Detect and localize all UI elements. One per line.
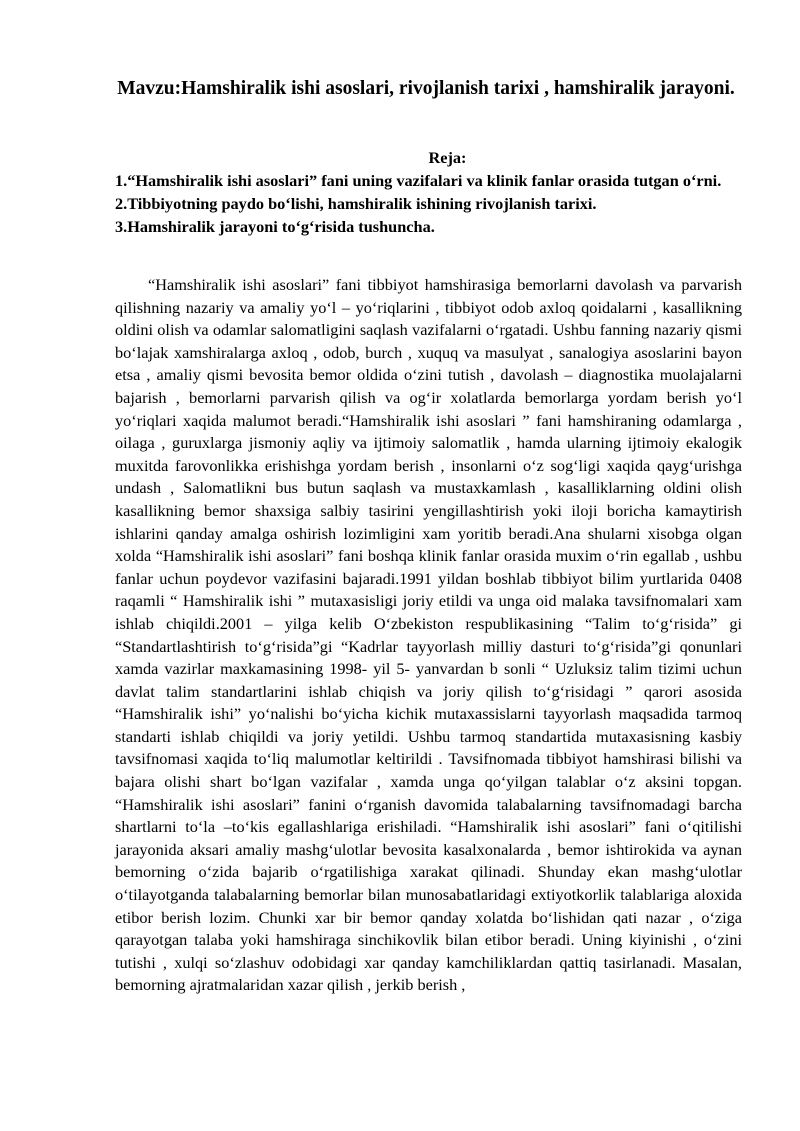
plan-item: 1.“Hamshiralik ishi asoslari” fani uning vazifalari va klinik fanlar orasida tutgan o‘rni.: [115, 171, 722, 190]
plan-heading: Reja:: [428, 148, 467, 167]
plan-item: 2.Tibbiyotning paydo bo‘lishi, hamshiralik ishining rivojlanish tarixi.: [115, 194, 597, 213]
document-title: Mavzu:Hamshiralik ishi asoslari, rivojlanish tarixi , hamshiralik jarayoni.: [117, 78, 735, 99]
plan-item: 3.Hamshiralik jarayoni to‘g‘risida tushuncha.: [115, 217, 435, 236]
body-paragraph: “Hamshiralik ishi asoslari” fani tibbiyot hamshirasiga bemorlarni davolash va parvarish qilishning nazariy va amaliy yo‘l – yo‘riqlarini , tibbiyot odob axloq qoidalarni , kasallikning oldini olish va odamlar salomatligini saqlash vazifalarni o‘rgatadi. Ushbu fanning nazariy qismi bo‘lajak xamshiralarga axloq , odob, burch , xuquq va masulyat , sanalogiya asoslarini bayon etsa , amaliy qismi bevosita bemor oldida o‘zini tutish , davolash – diagnostika muolajalarni bajarish , bemorlarni parvarish qilish va og‘ir xolatlarda bemorlarga yordam berish yo‘l yo‘riqlari xaqida malumot beradi.“Hamshiralik ishi asoslari ” fani hamshiraning odamlarga , oilaga , guruxlarga jismoniy aqliy va ijtimoiy salomatlik , hamda ularning ijtimoiy ekalogik muxitda farovonlikka erishishga yordam berish , insonlarni o‘z sog‘ligi xaqida qayg‘urishga undash , Salomatlikni bus butun saqlash va mustaxkamlash , kasalliklarning oldini olish kasallikning bemor shaxsiga salbiy tasirini yengillashtirish yoki iloji boricha kamaytirish ishlarini qanday amalga oshirish lozimligini xam yoritib beradi.Ana shularni xisobga olgan xolda “Hamshiralik ishi asoslari” fani boshqa klinik fanlar orasida muxim o‘rin egallab , ushbu fanlar uchun poydevor vazifasini bajaradi.1991 yildan boshlab tibbiyot bilim yurtlarida 0408 raqamli “ Hamshiralik ishi ” mutaxasisligi joriy etildi va unga oid malaka tavsifnomalari xam ishlab chiqildi.2001 – yilga kelib O‘zbekiston respublikasining “Talim to‘g‘risida” gi “Standartlashtirish to‘g‘risida”gi “Kadrlar tayyorlash milliy dasturi to‘g‘risida”gi qonunlari xamda vazirlar maxkamasining 1998- yil 5- yanvardan b sonli “ Uzluksiz talim tizimi uchun davlat talim standartlarini ishlab chiqish va joriy qilish to‘g‘risidagi ” qarori asosida “Hamshiralik ishi” yo‘nalishi bo‘yicha kichik mutaxassislarni tayyorlash maqsadida tarmoq standarti ishlab chiqildi va joriy yetildi. Ushbu tarmoq standartida mutaxasisning kasbiy tavsifnomasi xaqida to‘liq malumotlar keltirildi . Tavsifnomada tibbiyot hamshirasi bilishi va bajara olishi shart bo‘lgan vazifalar , xamda unga qo‘yilgan talablar o‘z aksini topgan. “Hamshiralik ishi asoslari” fanini o‘rganish davomida talabalarning tavsifnomadagi barcha shartlarni to‘la –to‘kis egallashlariga erishiladi. “Hamshiralik ishi asoslari” fani o‘qitilishi jarayonida aksari amaliy mashg‘ulotlar bevosita kasalxonalarda , bemor ishtirokida va aynan bemorning o‘zida bajarib o‘rgatilishiga xarakat qilinadi. Shunday ekan mashg‘ulotlar o‘tilayotganda talabalarning bemorlar bilan munosabatlaridagi extiyotkorlik talablariga aloxida etibor berish lozim. Chunki xar bir bemor qanday xolatda bo‘lishidan qati nazar , o‘ziga qarayotgan talaba yoki hamshiraga sinchikovlik bilan etibor beradi. Uning kiyinishi , o‘zini tutishi , xulqi so‘zlashuv odobidagi xar qanday kamchiliklardan qattiq tasirlanadi. Masalan, bemorning ajratmalaridan xazar qilish , jerkib berish ,: [115, 275, 742, 995]
plan-section: [115, 146, 740, 238]
